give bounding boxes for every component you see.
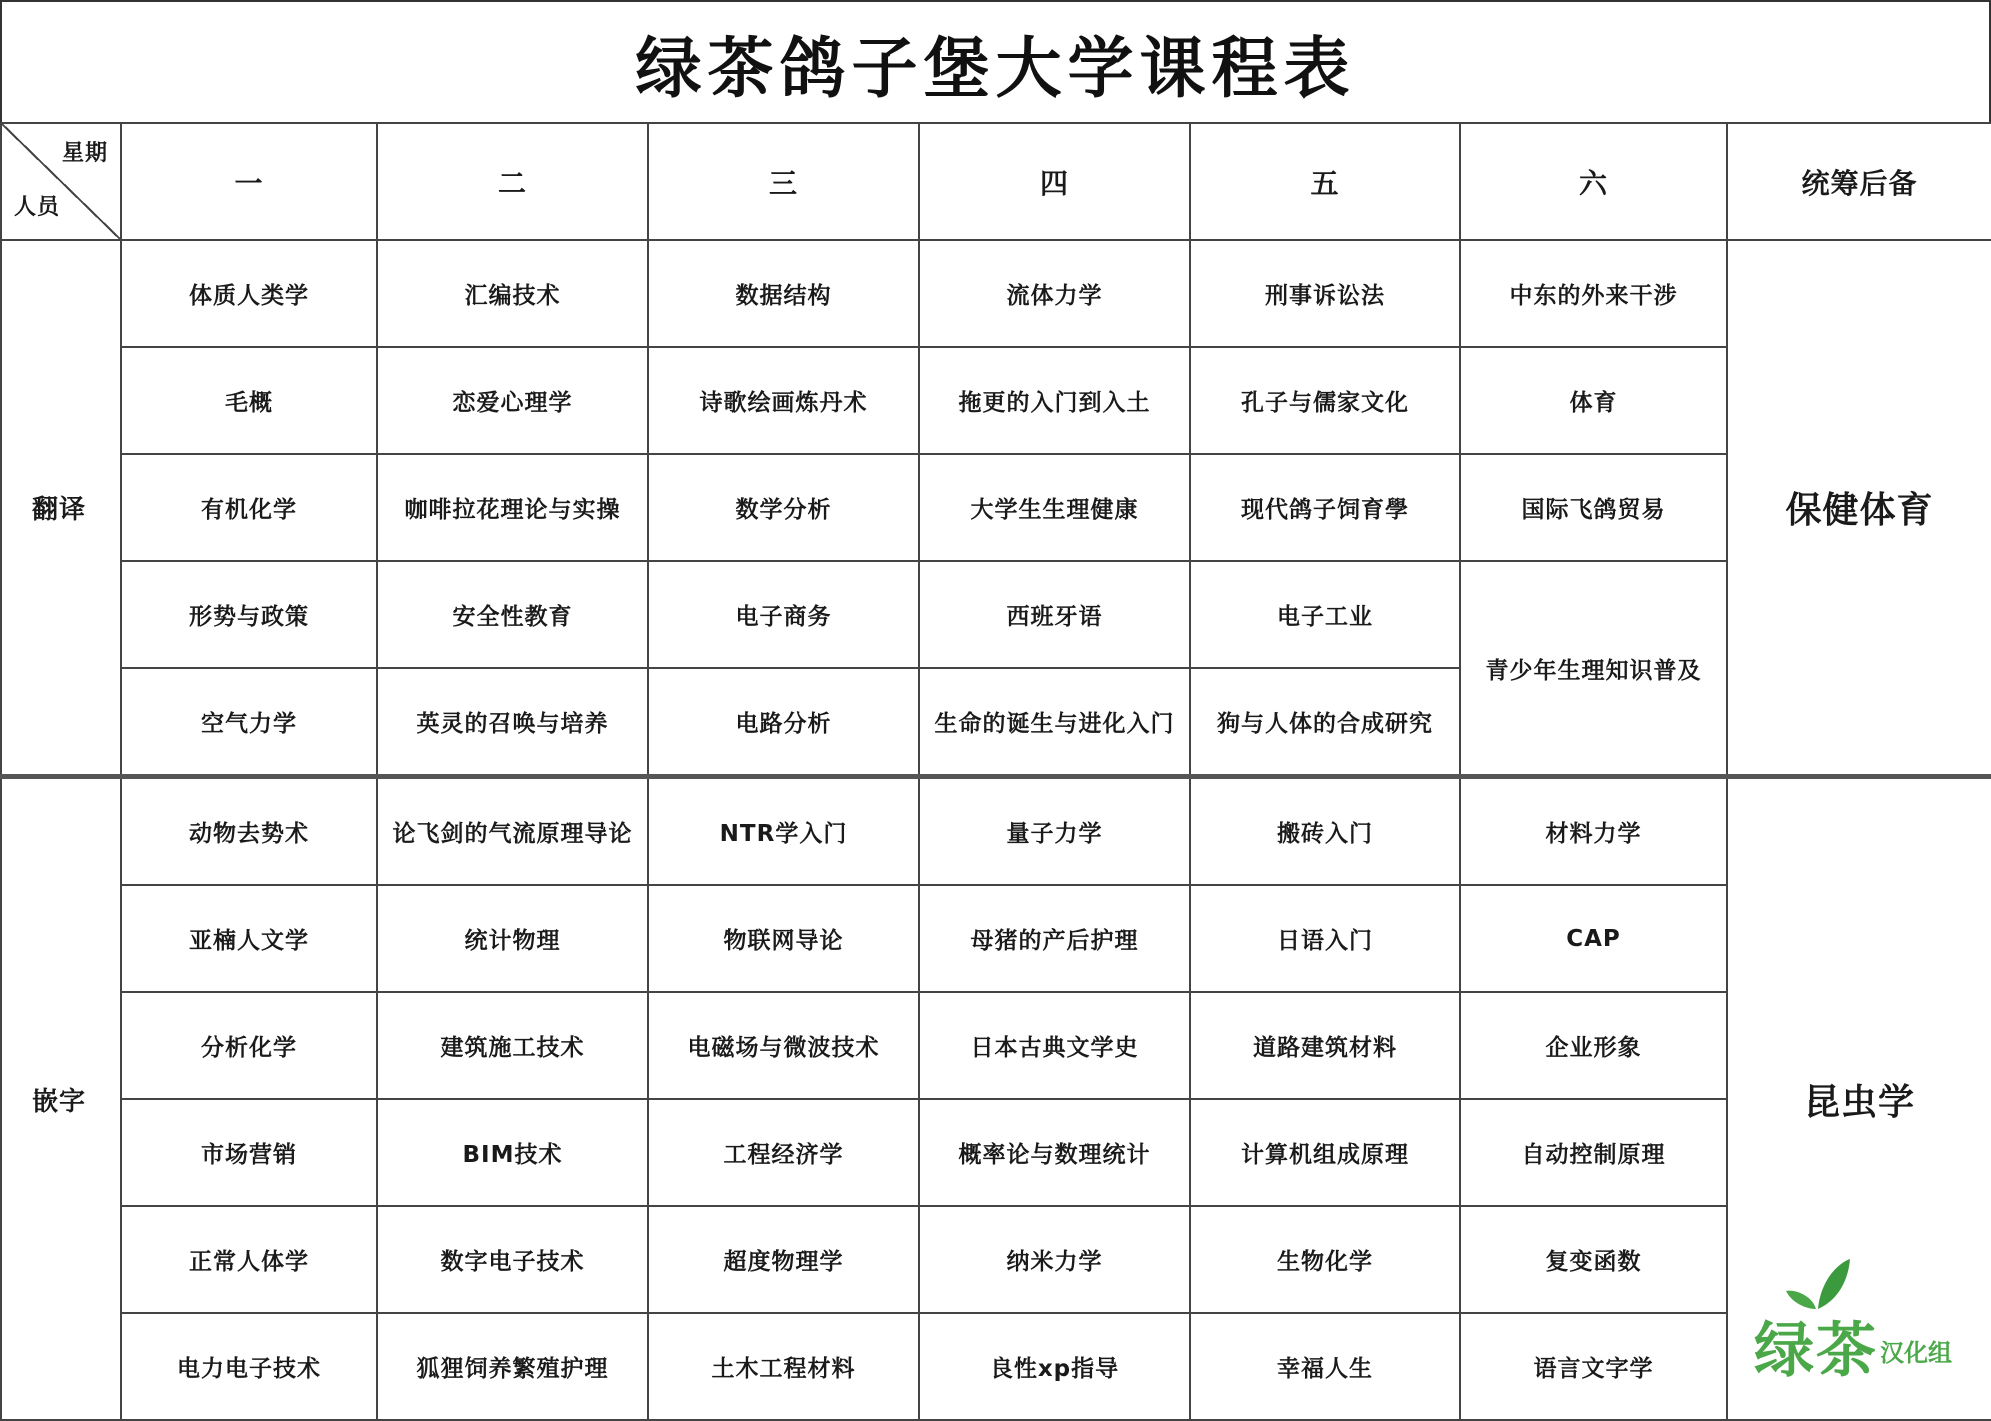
course-cell: 工程经济学 (648, 1099, 919, 1206)
day-header-fri: 五 (1190, 123, 1460, 240)
course-cell: 日语入门 (1190, 885, 1460, 992)
course-cell: 数据结构 (648, 240, 919, 347)
course-cell: 电磁场与微波技术 (648, 992, 919, 1099)
course-cell: 论飞剑的气流原理导论 (377, 777, 648, 886)
group-label-typesetting: 嵌字 (1, 777, 121, 1421)
day-header-wed: 三 (648, 123, 919, 240)
corner-weekday-label: 星期 (61, 141, 108, 166)
merged-course-cell: 青少年生理知识普及 (1460, 561, 1727, 777)
course-cell: 土木工程材料 (648, 1313, 919, 1420)
course-cell: BIM技术 (377, 1099, 648, 1206)
table-row (1, 1206, 1991, 1313)
course-cell: 西班牙语 (919, 561, 1190, 668)
course-cell: 狐狸饲养繁殖护理 (377, 1313, 648, 1420)
course-cell: 电路分析 (648, 668, 919, 777)
table-row (1, 885, 1991, 992)
course-cell: 统计物理 (377, 885, 648, 992)
watermark-logo (1752, 1255, 1972, 1385)
watermark-main-text: 绿茶 (1754, 1316, 1878, 1386)
course-cell: 空气力学 (121, 668, 377, 777)
table-row (1, 1099, 1991, 1206)
reserve-cell-translation: 保健体育 (1727, 240, 1991, 777)
course-cell: 良性xp指导 (919, 1313, 1190, 1420)
table-row (1, 347, 1991, 454)
course-cell: 狗与人体的合成研究 (1190, 668, 1460, 777)
course-cell: 分析化学 (121, 992, 377, 1099)
course-cell: 企业形象 (1460, 992, 1727, 1099)
course-cell: 电力电子技术 (121, 1313, 377, 1420)
course-cell: 体质人类学 (121, 240, 377, 347)
course-cell: 生物化学 (1190, 1206, 1460, 1313)
course-cell: 国际飞鸽贸易 (1460, 454, 1727, 561)
table-row (1, 1313, 1991, 1420)
course-cell: 超度物理学 (648, 1206, 919, 1313)
course-cell: 复变函数 (1460, 1206, 1727, 1313)
course-cell: 材料力学 (1460, 777, 1727, 886)
schedule-table (0, 122, 1991, 1421)
group-label-translation: 翻译 (1, 240, 121, 777)
course-cell: 大学生生理健康 (919, 454, 1190, 561)
corner-staff-label: 人员 (14, 195, 61, 220)
course-cell: 刑事诉讼法 (1190, 240, 1460, 347)
corner-cell (1, 123, 121, 240)
course-cell: 拖更的入门到入土 (919, 347, 1190, 454)
course-cell: 英灵的召唤与培养 (377, 668, 648, 777)
course-cell: NTR学入门 (648, 777, 919, 886)
course-cell: 亚楠人文学 (121, 885, 377, 992)
table-row (1, 992, 1991, 1099)
course-cell: 中东的外来干涉 (1460, 240, 1727, 347)
course-cell: 电子商务 (648, 561, 919, 668)
course-cell: CAP (1460, 885, 1727, 992)
course-cell: 汇编技术 (377, 240, 648, 347)
course-cell: 流体力学 (919, 240, 1190, 347)
table-row (1, 561, 1991, 668)
day-header-mon: 一 (121, 123, 377, 240)
course-cell: 正常人体学 (121, 1206, 377, 1313)
course-cell: 自动控制原理 (1460, 1099, 1727, 1206)
course-cell: 搬砖入门 (1190, 777, 1460, 886)
course-cell: 幸福人生 (1190, 1313, 1460, 1420)
table-row (1, 454, 1991, 561)
course-cell: 语言文字学 (1460, 1313, 1727, 1420)
day-header-thu: 四 (919, 123, 1190, 240)
course-cell: 数学分析 (648, 454, 919, 561)
course-cell: 建筑施工技术 (377, 992, 648, 1099)
course-cell: 纳米力学 (919, 1206, 1190, 1313)
course-cell: 物联网导论 (648, 885, 919, 992)
course-cell: 咖啡拉花理论与实操 (377, 454, 648, 561)
course-cell: 量子力学 (919, 777, 1190, 886)
course-cell: 日本古典文学史 (919, 992, 1190, 1099)
course-cell: 形势与政策 (121, 561, 377, 668)
course-cell: 安全性教育 (377, 561, 648, 668)
page-title: 绿茶鸽子堡大学课程表 (0, 0, 1991, 122)
course-cell: 生命的诞生与进化入门 (919, 668, 1190, 777)
day-header-sat: 六 (1460, 123, 1727, 240)
course-cell: 母猪的产后护理 (919, 885, 1190, 992)
table-row (1, 240, 1991, 347)
table-row (1, 777, 1991, 886)
course-cell: 孔子与儒家文化 (1190, 347, 1460, 454)
course-cell: 有机化学 (121, 454, 377, 561)
reserve-cell-typesetting: 昆虫学 (1727, 777, 1991, 1421)
course-cell: 概率论与数理统计 (919, 1099, 1190, 1206)
course-cell: 体育 (1460, 347, 1727, 454)
course-cell: 诗歌绘画炼丹术 (648, 347, 919, 454)
course-cell: 毛概 (121, 347, 377, 454)
reserve-header: 统筹后备 (1727, 123, 1991, 240)
day-header-tue: 二 (377, 123, 648, 240)
course-cell: 道路建筑材料 (1190, 992, 1460, 1099)
course-cell: 电子工业 (1190, 561, 1460, 668)
header-row (1, 123, 1991, 240)
course-cell: 动物去势术 (121, 777, 377, 886)
course-cell: 计算机组成原理 (1190, 1099, 1460, 1206)
course-cell: 恋爱心理学 (377, 347, 648, 454)
course-cell: 数字电子技术 (377, 1206, 648, 1313)
course-cell: 现代鸽子饲育學 (1190, 454, 1460, 561)
course-cell: 市场营销 (121, 1099, 377, 1206)
watermark-sub-text: 汉化组 (1880, 1339, 1952, 1367)
